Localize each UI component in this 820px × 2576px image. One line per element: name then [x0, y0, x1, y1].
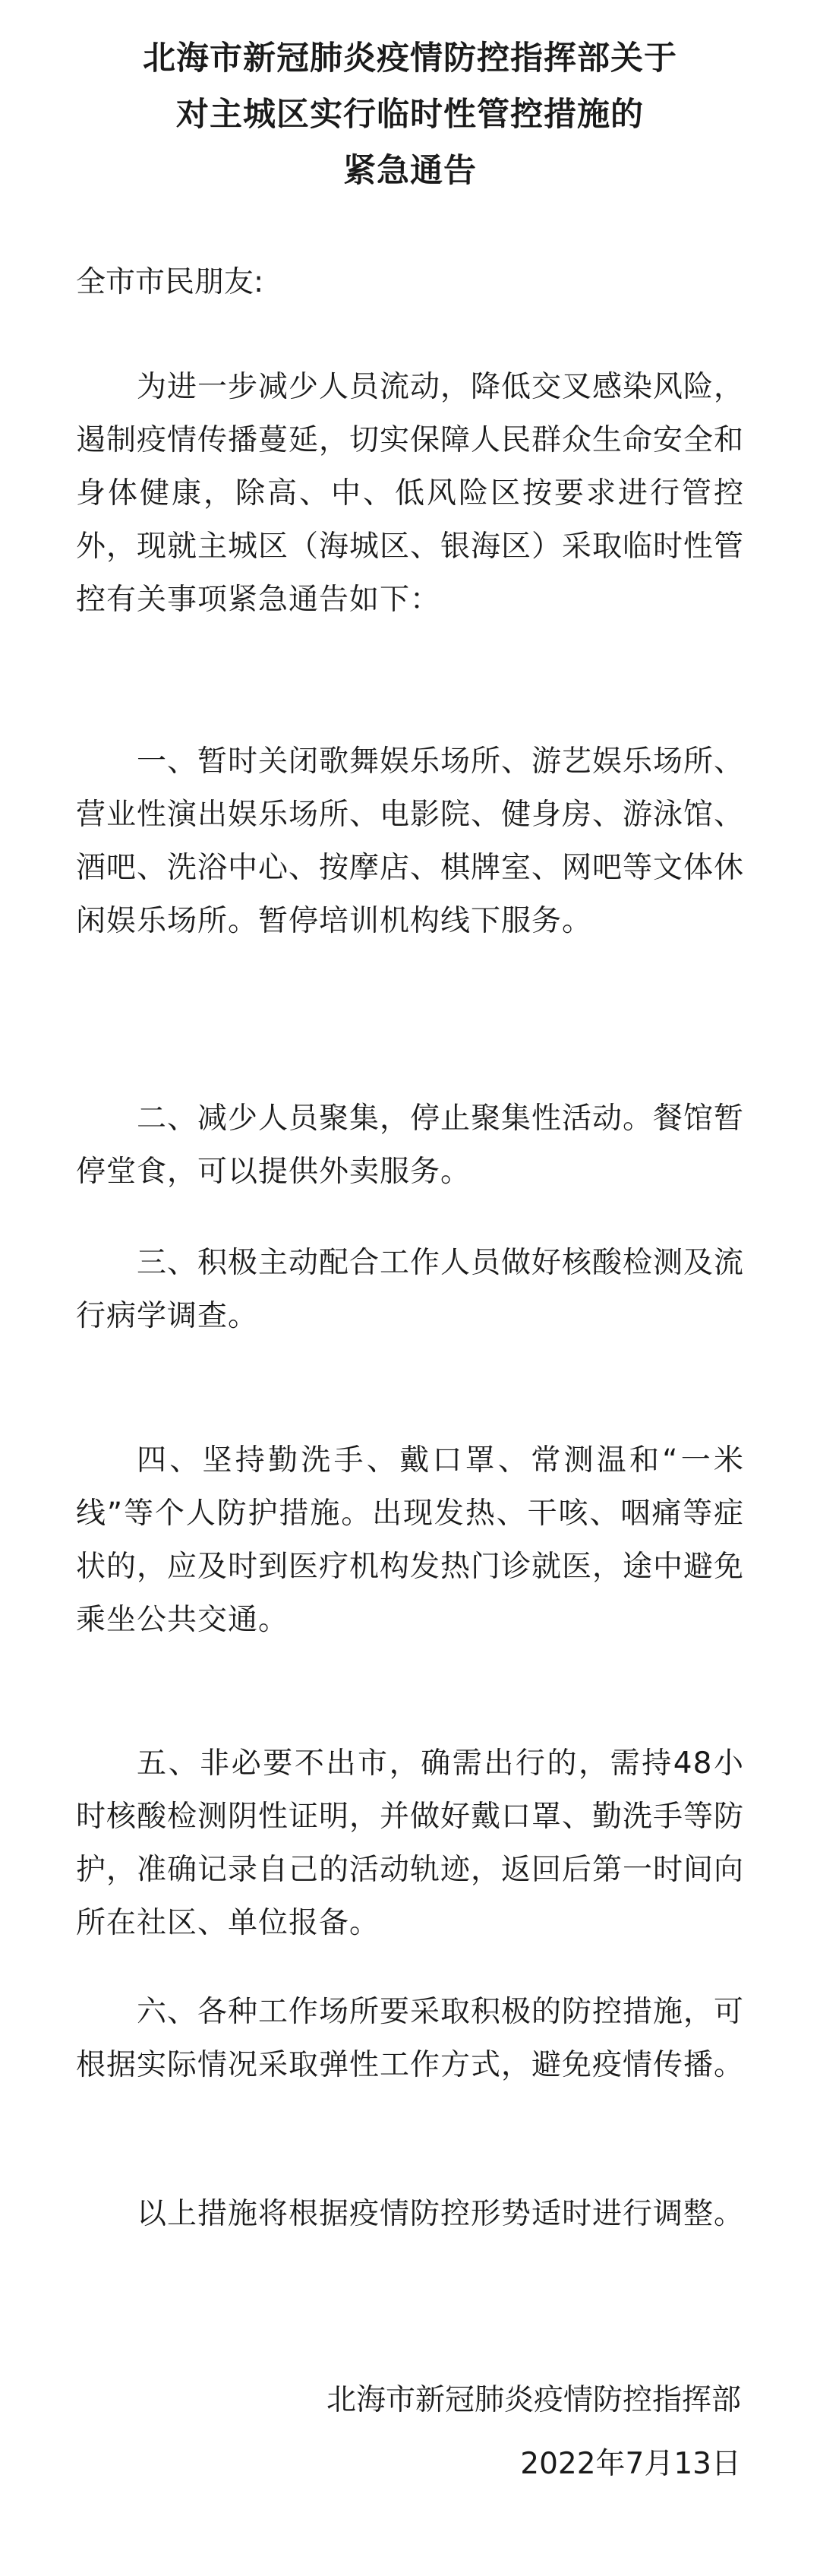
intro-paragraph: 为进一步减少人员流动，降低交叉感染风险，遏制疫情传播蔓延，切实保障人民群众生命安全和身体健康，除高、中、低风险区按要求进行管控外，现就主城区（海城区、银海区）采取临时性管控有关事项紧急通告如下： [76, 370, 745, 617]
notice-title-line-2: 对主城区实行临时性管控措施的 [176, 96, 644, 134]
measure-item-1: 一、暂时关闭歌舞娱乐场所、游艺娱乐场所、营业性演出娱乐场所、电影院、健身房、游泳馆、酒吧、洗浴中心、按摩店、棋牌室、网吧等文体休闲娱乐场所。暂停培训机构线下服务。 [76, 744, 745, 938]
measure-item-3: 三、积极主动配合工作人员做好核酸检测及流行病学调查。 [76, 1246, 745, 1333]
closing-paragraph: 以上措施将根据疫情防控形势适时进行调整。 [137, 2197, 745, 2231]
issue-date: 2022年7月13日 [520, 2447, 741, 2481]
salutation: 全市市民朋友: [76, 265, 264, 299]
notice-title-line-1: 北海市新冠肺炎疫情防控指挥部关于 [143, 40, 677, 77]
measure-item-2: 二、减少人员聚集，停止聚集性活动。餐馆暂停堂食，可以提供外卖服务。 [76, 1102, 745, 1189]
measure-item-5: 五、非必要不出市，确需出行的，需持48小时核酸检测阴性证明，并做好戴口罩、勤洗手等防护，准确记录自己的活动轨迹，返回后第一时间向所在社区、单位报备。 [76, 1746, 745, 1940]
measure-item-4: 四、坚持勤洗手、戴口罩、常测温和“一米线”等个人防护措施。出现发热、干咳、咽痛等症状的，应及时到医疗机构发热门诊就医，途中避免乘坐公共交通。 [76, 1443, 745, 1637]
issuer-signature: 北海市新冠肺炎疫情防控指挥部 [326, 2383, 741, 2417]
measure-item-6: 六、各种工作场所要采取积极的防控措施，可根据实际情况采取弹性工作方式，避免疫情传播。 [76, 1995, 745, 2082]
notice-title-line-3: 紧急通告 [343, 152, 477, 190]
